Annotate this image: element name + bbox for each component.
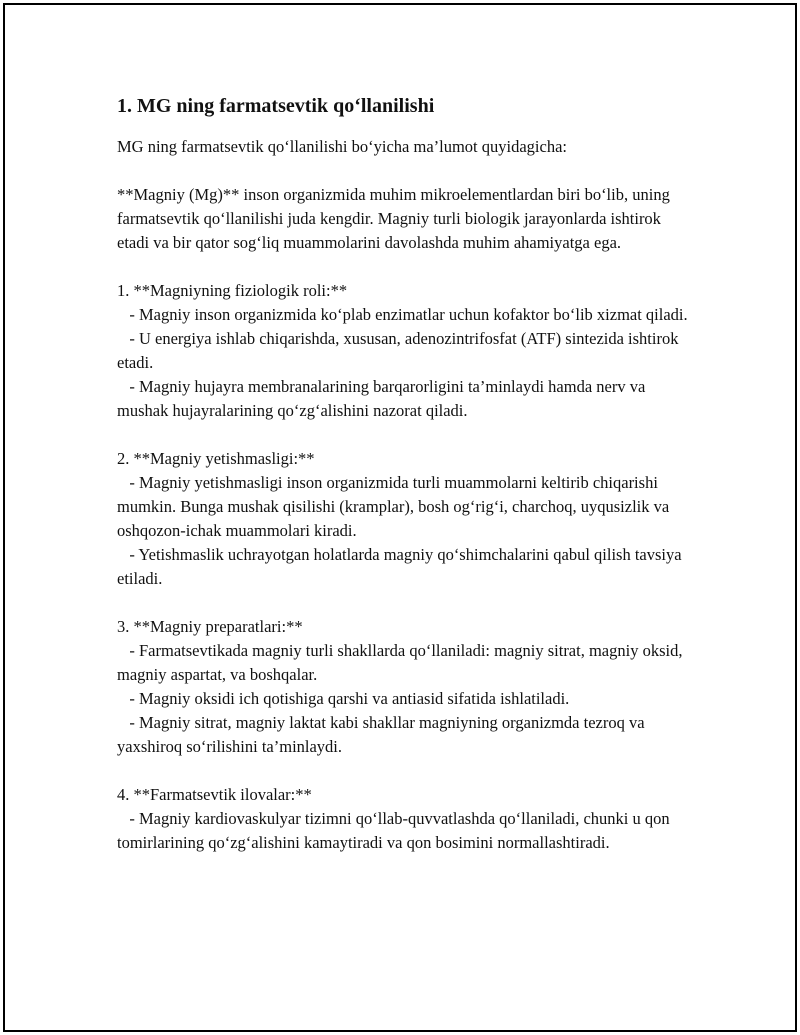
intro-paragraph: MG ning farmatsevtik qo‘llanilishi bo‘yicha ma’lumot quyidagicha: [117, 137, 567, 156]
list-item: - U energiya ishlab chiqarishda, xususan, adenozintrifosfat (ATF) sintezida ishtirok etadi. [117, 329, 683, 372]
section-preparations [117, 615, 697, 759]
list-item: - Magniy kardiovaskulyar tizimni qo‘llab-quvvatlashda qo‘llaniladi, chunki u qon tomirlarining qo‘zg‘alishini kamaytiradi va qon bosimini normallashtiradi. [117, 809, 674, 852]
list-item: - Farmatsevtikada magniy turli shakllarda qo‘llaniladi: magniy sitrat, magniy oksid, magniy aspartat, va boshqalar. [117, 641, 687, 684]
list-item: - Magniy hujayra membranalarining barqarorligini ta’minlaydi hamda nerv va mushak hujayralarining qo‘zg‘alishini nazorat qiladi. [117, 377, 650, 420]
list-item: - Magniy sitrat, magniy laktat kabi shakllar magniyning organizmda tezroq va yaxshiroq so‘rilishini ta’minlaydi. [117, 713, 649, 756]
section-title: 1. **Magniyning fiziologik roli:** [117, 281, 348, 300]
section-deficiency [117, 447, 697, 591]
section-applications [117, 783, 697, 855]
document-heading: 1. MG ning farmatsevtik qo‘llanilishi [117, 95, 435, 117]
list-item: - Magniy inson organizmida ko‘plab enzimatlar uchun kofaktor bo‘lib xizmat qiladi. [117, 305, 688, 324]
section-physiological-role [117, 279, 697, 423]
overview-paragraph: **Magniy (Mg)** inson organizmida muhim mikroelementlardan biri bo‘lib, uning farmatsevtik qo‘llanilishi juda kengdir. Magniy turli biologik jarayonlarda ishtirok etadi va bir qator sog‘liq muammolarini davolashda muhim ahamiyatga ega. [117, 185, 674, 252]
list-item: - Yetishmaslik uchrayotgan holatlarda magniy qo‘shimchalarini qabul qilish tavsiya etiladi. [117, 545, 686, 588]
document-body [117, 93, 697, 855]
list-item: - Magniy yetishmasligi inson organizmida turli muammolarni keltirib chiqarishi mumkin. Bunga mushak qisilishi (kramplar), bosh og‘rig‘i, charchoq, uyqusizlik va oshqozon-ichak muammolari kiradi. [117, 473, 674, 540]
section-title: 3. **Magniy preparatlari:** [117, 617, 303, 636]
section-title: 2. **Magniy yetishmasligi:** [117, 449, 315, 468]
list-item: - Magniy oksidi ich qotishiga qarshi va antiasid sifatida ishlatiladi. [117, 689, 570, 708]
section-title: 4. **Farmatsevtik ilovalar:** [117, 785, 312, 804]
